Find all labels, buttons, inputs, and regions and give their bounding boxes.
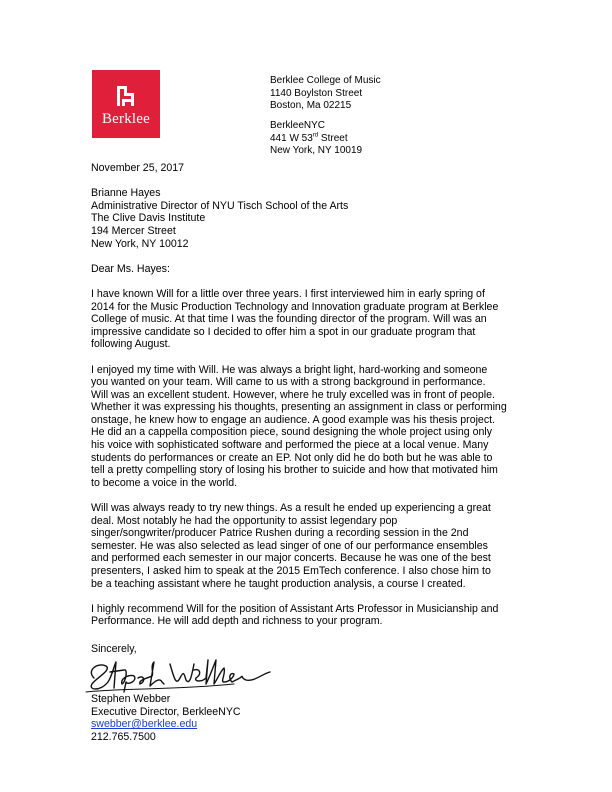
handwritten-signature [84, 648, 274, 698]
recipient-line: The Clive Davis Institute [91, 212, 206, 225]
recipient-line: Administrative Director of NYU Tisch School of the Arts [91, 199, 349, 212]
address-line: New York, NY 10019 [270, 145, 363, 156]
signer-title: Executive Director, BerkleeNYC [91, 705, 241, 718]
address-line: Berklee College of Music [270, 75, 381, 86]
letter-date: November 25, 2017 [91, 162, 185, 174]
address-line: BerkleeNYC [270, 120, 326, 131]
signer-name: Stephen Webber [91, 693, 171, 705]
address-nyc [270, 120, 362, 158]
letter-body [91, 162, 531, 641]
signer-email-link[interactable]: swebber@berklee.edu [91, 718, 198, 731]
logo-wordmark: Berklee [101, 111, 151, 127]
salutation: Dear Ms. Hayes: [91, 262, 170, 275]
paragraph: I have known Will for a little over three years. I first interviewed him in early spring of 2014 for the Music Production Technology and Innovation graduate program at Berklee College of music. At that time I was the founding director of the program. Will was an impressive candidate so I decided to offer him a spot in our graduate program that following August. [91, 287, 499, 351]
berklee-logo [92, 70, 160, 138]
recipient-line: New York, NY 10012 [91, 237, 189, 250]
signer-phone: 212.765.7500 [91, 730, 156, 743]
address-line: Boston, Ma 02215 [270, 100, 352, 111]
paragraph: I highly recommend Will for the position of Assistant Arts Professor in Musicianship and Performance. He will add depth and richness to your program. [91, 602, 499, 628]
paragraph: I enjoyed my time with Will. He was always a bright light, hard-working and someone you wanted on your team. Will came to us with a strong background in performance. Will was an excellent student. However, where he truly excelled was in front of people. Whether it was expressing his thoughts, presenting an assignment in class or performing onstage, he knew how to engage an audience. A good example was his thesis project. He did an a cappella composition piece, sound designing the whole project using only his voice with sophisticated software and performed the piece at a local venue. Many students do performances or create an EP. Not only did he do both but he was able to tell a pretty compelling story of losing his brother to suicide and how that motivated him to become a voice in the world. [91, 363, 507, 489]
recipient-block [91, 187, 531, 250]
address-boston [270, 75, 381, 113]
address-line: 1140 Boylston Street [270, 87, 363, 99]
address-line: 441 W 53rd Street [270, 132, 348, 144]
closing: Sincerely, [91, 643, 137, 655]
recipient-line: Brianne Hayes [91, 187, 161, 200]
paragraph: Will was always ready to try new things. As a result he ended up experiencing a great deal. Most notably he had the opportunity to assist legendary pop singer/songwriter/producer Patrice Rushen during a recording session in the 2nd semester. He was also selected as lead singer of one of our performance ensembles and performed each semester in our major concerts. Because he was one of the best presenters, I asked him to speak at the 2015 EmTech conference. I also chose him to be a teaching assistant where he taught production analysis, a course I created. [91, 502, 491, 590]
signature-block [91, 693, 241, 743]
recipient-line: 194 Mercer Street [91, 224, 176, 237]
